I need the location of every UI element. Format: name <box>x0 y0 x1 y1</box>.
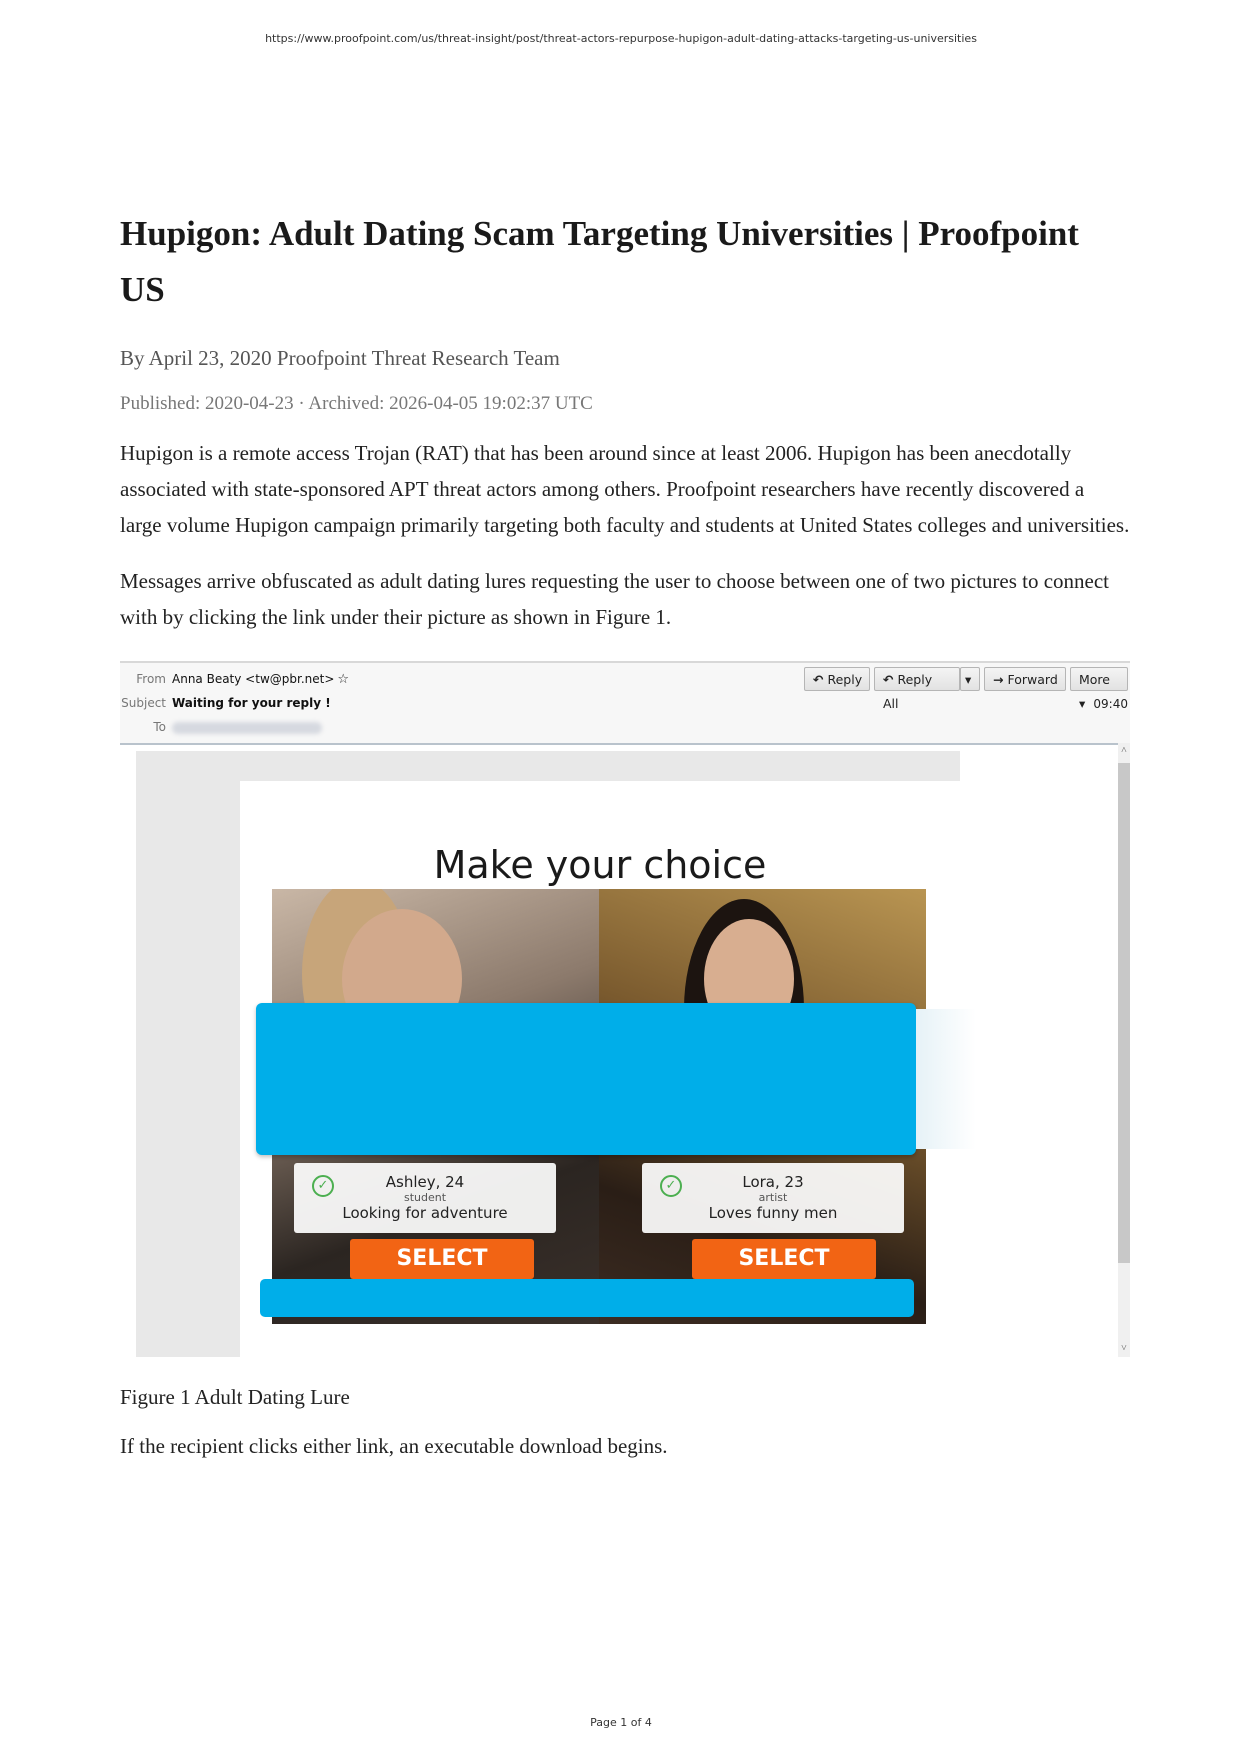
scroll-down-icon[interactable]: ˅ <box>1121 1343 1127 1354</box>
redacted-recipient <box>172 722 322 734</box>
profile-name: Lora, 23 <box>742 1173 804 1191</box>
subject-value: Waiting for your reply ! <box>172 696 331 710</box>
chevron-down-icon: ▾ <box>1079 696 1086 711</box>
reply-arrow-icon: ↶ <box>813 672 824 687</box>
byline: By April 23, 2020 Proofpoint Threat Research Team <box>120 346 560 370</box>
from-row <box>120 669 349 689</box>
star-icon[interactable]: ☆ <box>337 672 350 687</box>
profile-occupation: student <box>403 1191 447 1204</box>
redaction-fade <box>916 1009 976 1149</box>
lure-heading: Make your choice <box>433 843 767 887</box>
profile-info-right <box>642 1163 904 1233</box>
page-title: Hupigon: Adult Dating Scam Targeting Universities | Proofpoint US <box>120 214 1079 309</box>
email-time: 09:40 <box>1093 697 1128 711</box>
forward-arrow-icon: → <box>993 672 1004 687</box>
scrollbar[interactable] <box>1118 743 1130 1357</box>
to-label: To <box>153 720 166 734</box>
redaction-bar <box>260 1279 914 1317</box>
to-row <box>120 717 322 737</box>
reply-button[interactable]: ↶ Reply <box>804 667 870 691</box>
chevron-down-icon: ▾ <box>965 672 972 687</box>
figure-email-screenshot <box>120 661 1130 1357</box>
from-label: From <box>136 672 166 686</box>
select-button-right[interactable]: SELECT <box>692 1239 876 1279</box>
check-icon: ✓ <box>312 1175 334 1197</box>
reply-all-icon: ↶ <box>883 672 894 687</box>
source-url: https://www.proofpoint.com/us/threat-insight/post/threat-actors-repurpose-hupigon-adult-dating-attacks-targeting-us-universities <box>265 32 977 45</box>
subject-label: Subject <box>121 696 166 710</box>
check-icon: ✓ <box>660 1175 682 1197</box>
subject-row <box>120 693 331 713</box>
profile-occupation: artist <box>758 1191 788 1204</box>
reply-options-chevron[interactable] <box>960 667 980 691</box>
scroll-up-icon[interactable]: ˄ <box>1121 745 1127 756</box>
profile-name: Ashley, 24 <box>385 1173 465 1191</box>
email-header <box>120 661 1130 745</box>
forward-button[interactable]: → Forward <box>984 667 1066 691</box>
redaction-block <box>256 1003 916 1155</box>
more-button[interactable]: More ▾ <box>1070 667 1128 691</box>
profile-info-left <box>294 1163 556 1233</box>
page-number: Page 1 of 4 <box>590 1716 652 1729</box>
profile-tagline: Loves funny men <box>708 1204 838 1222</box>
select-button-left[interactable]: SELECT <box>350 1239 534 1279</box>
article <box>120 206 1130 1480</box>
publish-meta: Published: 2020-04-23 · Archived: 2026-04-05 19:02:37 UTC <box>120 393 593 414</box>
figure-caption: Figure 1 Adult Dating Lure <box>120 1385 350 1409</box>
from-value: Anna Beaty <tw@pbr.net> <box>172 672 335 686</box>
paragraph-intro: Hupigon is a remote access Trojan (RAT) that has been around since at least 2006. Hupigon has been anecdotally associated with state-sponsored APT threat actors among others. Proofpoint researchers have recently discovered a large volume Hupigon campaign primarily targeting both faculty and students at United States colleges and universities. <box>120 441 1130 537</box>
scroll-thumb[interactable] <box>1118 763 1130 1263</box>
reply-all-button[interactable]: ↶ Reply All <box>874 667 960 691</box>
paragraph-lure: Messages arrive obfuscated as adult dating lures requesting the user to choose between one of two pictures to connect with by clicking the link under their picture as shown in Figure 1. <box>120 569 1110 629</box>
paragraph-after-figure: If the recipient clicks either link, an executable download begins. <box>120 1434 668 1458</box>
profile-tagline: Looking for adventure <box>342 1204 508 1222</box>
